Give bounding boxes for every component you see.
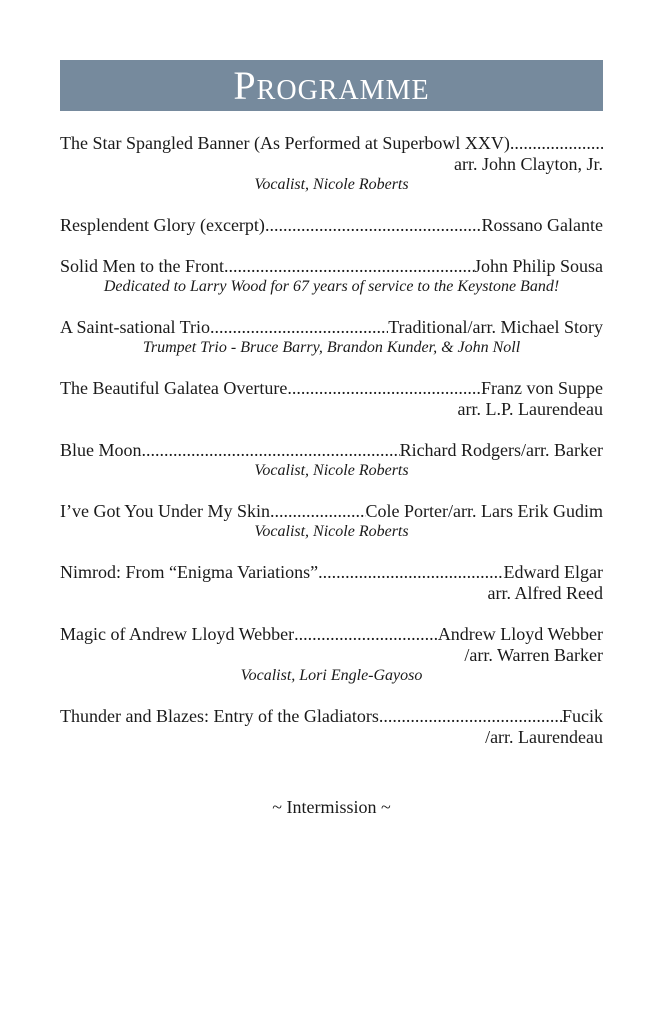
piece-composer: Traditional/arr. Michael Story xyxy=(388,317,603,337)
piece-composer: Cole Porter/arr. Lars Erik Gudim xyxy=(365,501,603,521)
program-item-line xyxy=(60,706,603,727)
dot-leader xyxy=(294,624,438,645)
dot-leader xyxy=(265,215,482,236)
program-item-line xyxy=(60,378,603,399)
piece-composer: John Philip Sousa xyxy=(473,256,603,276)
dot-leader xyxy=(224,256,474,277)
dot-leader xyxy=(379,706,562,727)
piece-composer: Rossano Galante xyxy=(481,215,603,235)
programme-banner xyxy=(60,60,603,111)
dot-leader xyxy=(270,501,366,522)
program-item xyxy=(60,215,603,236)
program-item xyxy=(60,624,603,686)
piece-arranger: arr. John Clayton, Jr. xyxy=(454,154,603,174)
dot-leader xyxy=(287,378,481,399)
piece-composer: Edward Elgar xyxy=(503,562,603,582)
piece-arranger: arr. L.P. Laurendeau xyxy=(457,399,603,419)
dot-leader xyxy=(510,133,603,154)
piece-arranger: /arr. Warren Barker xyxy=(464,645,603,665)
program-item-line xyxy=(60,501,603,522)
piece-note: Dedicated to Larry Wood for 67 years of service to the Keystone Band! xyxy=(103,278,560,295)
program-item-line xyxy=(60,215,603,236)
page-title: Programme xyxy=(233,62,430,108)
piece-title: The Beautiful Galatea Overture xyxy=(60,378,288,398)
piece-title: The Star Spangled Banner (As Performed at Superbowl XXV) xyxy=(60,133,510,153)
piece-title: Magic of Andrew Lloyd Webber xyxy=(60,624,295,644)
dot-leader xyxy=(142,440,400,461)
piece-arranger: arr. Alfred Reed xyxy=(487,583,603,603)
piece-title: Nimrod: From “Enigma Variations” xyxy=(60,562,319,582)
piece-composer: Richard Rodgers/arr. Barker xyxy=(399,440,603,460)
dot-leader xyxy=(318,562,503,583)
piece-composer: Fucik xyxy=(561,706,603,726)
piece-arranger: /arr. Laurendeau xyxy=(485,727,603,747)
piece-title: I’ve Got You Under My Skin xyxy=(60,501,271,521)
piece-note: Trumpet Trio - Bruce Barry, Brandon Kunder, & John Noll xyxy=(142,339,521,356)
program-item xyxy=(60,133,603,195)
program-item xyxy=(60,706,603,748)
piece-note: Vocalist, Nicole Roberts xyxy=(254,523,409,540)
program-item-line xyxy=(60,133,603,154)
piece-title: Blue Moon xyxy=(60,440,142,460)
program-item-line xyxy=(60,624,603,645)
program-item xyxy=(60,378,603,420)
program-item xyxy=(60,317,603,358)
program-item xyxy=(60,256,603,297)
program-item xyxy=(60,440,603,481)
program-item xyxy=(60,562,603,604)
program-item-line xyxy=(60,440,603,461)
piece-composer: Franz von Suppe xyxy=(481,378,603,398)
program-item-line xyxy=(60,256,603,277)
piece-title: Thunder and Blazes: Entry of the Gladiators xyxy=(60,706,379,726)
intermission-text: ~ Intermission ~ xyxy=(272,797,391,817)
piece-note: Vocalist, Nicole Roberts xyxy=(254,176,409,193)
piece-note: Vocalist, Lori Engle-Gayoso xyxy=(240,667,423,684)
piece-title: Solid Men to the Front xyxy=(60,256,225,276)
piece-note: Vocalist, Nicole Roberts xyxy=(254,462,409,479)
program-item xyxy=(60,501,603,542)
dot-leader xyxy=(210,317,388,338)
piece-composer: Andrew Lloyd Webber xyxy=(437,624,603,644)
program-list xyxy=(60,133,603,768)
program-item-line xyxy=(60,317,603,338)
program-item-line xyxy=(60,562,603,583)
piece-title: Resplendent Glory (excerpt) xyxy=(60,215,265,235)
piece-title: A Saint-sational Trio xyxy=(60,317,211,337)
